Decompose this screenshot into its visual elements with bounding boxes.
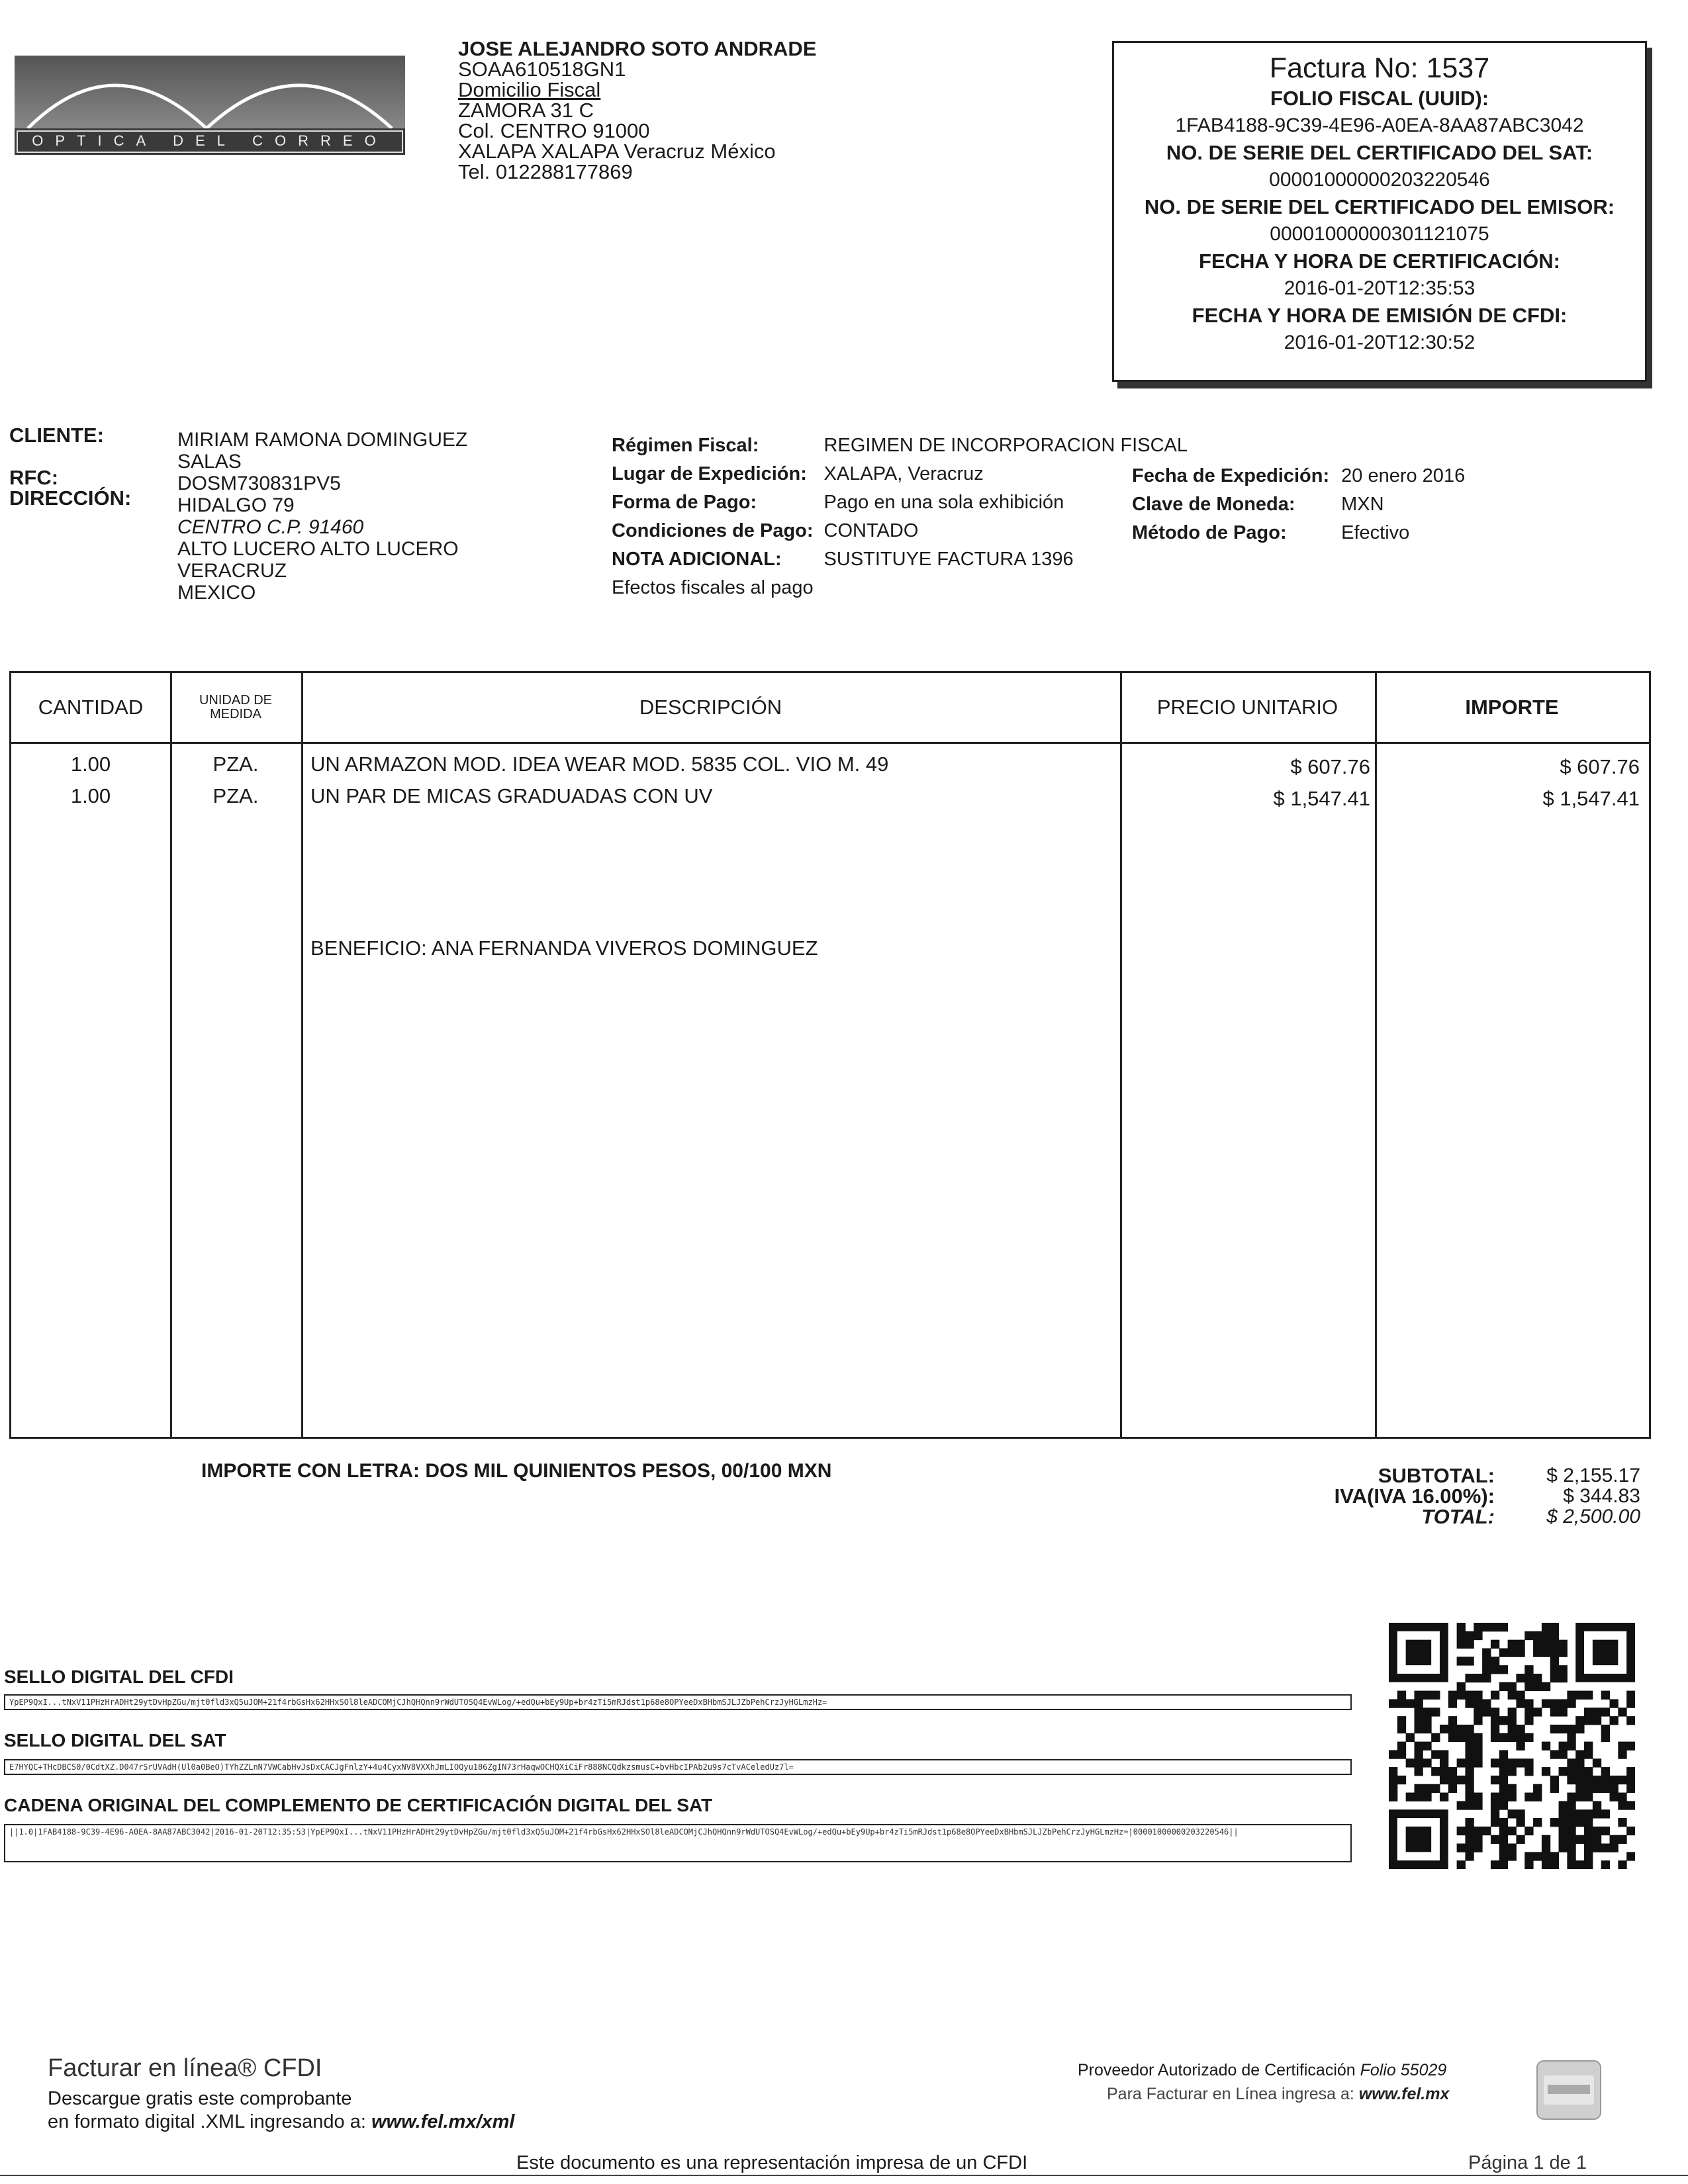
nota-value: SUSTITUYE FACTURA 1396: [823, 549, 1074, 570]
regimen-value: REGIMEN DE INCORPORACION FISCAL: [823, 435, 1188, 456]
fel-line2: [48, 2111, 514, 2133]
condiciones-label: Condiciones de Pago:: [612, 520, 814, 541]
subtotal-value: $ 2,155.17: [1546, 1465, 1640, 1486]
provider2-text: Para Facturar en Línea ingresa a:: [1107, 2085, 1359, 2103]
subtotal-label: SUBTOTAL:: [1378, 1464, 1495, 1487]
issuer-phone: Tel. 012288177869: [458, 160, 633, 183]
total-value: $ 2,500.00: [1546, 1506, 1640, 1527]
fel-brand: Facturar en línea® CFDI: [48, 2054, 322, 2082]
emission-date-value: 2016-01-20T12:30:52: [1284, 332, 1476, 353]
fel-line2-text: en formato digital .XML ingresando a:: [48, 2111, 371, 2132]
fecha-exp-value: 20 enero 2016: [1341, 465, 1466, 486]
header-cantidad: CANTIDAD: [38, 696, 144, 719]
direccion-label: DIRECCIÓN:: [9, 486, 132, 510]
fel-line1: Descargue gratis este comprobante: [48, 2088, 352, 2109]
issuer-rfc: SOAA610518GN1: [458, 58, 626, 81]
row2-descripcion: UN PAR DE MICAS GRADUADAS CON UV: [310, 784, 713, 807]
condiciones-value: CONTADO: [823, 520, 919, 541]
totals-values: [1509, 1465, 1640, 1527]
expedition-info: [1132, 462, 1465, 547]
row1-unidad: PZA.: [212, 752, 259, 776]
moneda-label: Clave de Moneda:: [1132, 494, 1295, 515]
lugar-label: Lugar de Expedición:: [612, 463, 807, 484]
client-address2: CENTRO C.P. 91460: [177, 516, 364, 538]
provider-line2: [1107, 2085, 1449, 2104]
row2-cantidad: 1.00: [70, 784, 111, 807]
header-unidad-line2: MEDIDA: [210, 707, 261, 721]
qr-code: [1389, 1623, 1635, 1869]
row2-unidad: PZA.: [212, 784, 259, 807]
sello-cfdi-box: YpEP9QxI...tNxV11PHzHrADHt29ytDvHpZGu/mjt0fld3xQ5uJOM+21f4rbGsHx62HHxSOl8leADCOMjCJhQHQnn9rWdUTOSQ4EvWLog/+edQu+bEy9Up+br4zTi5mRJdst1p68e8OPYeeDxBHbmSJLJZbPehCrzJyHGLmzHz=: [4, 1694, 1352, 1710]
emisor-cert-value: 00001000000301121075: [1270, 223, 1489, 245]
sello-sat-box: E7HYQC+THcDBCS0/0CdtXZ.D047rSrUVAdH(Ul0a0BeO)TYhZZLnN7VWCabHvJsDxCACJgFnlzY+4u4CyxNV8VXXhJmLIOQyu186ZgIN73rHaqwOCHQXiCiFr888NCQdkzsmusC+bvHbcIPAb2u9s7cTvACeledUz7l=: [4, 1759, 1352, 1775]
emisor-cert-label: NO. DE SERIE DEL CERTIFICADO DEL EMISOR:: [1144, 195, 1615, 218]
header-divider: [11, 742, 1649, 744]
fecha-exp-label: Fecha de Expedición:: [1132, 465, 1330, 486]
cadena-label: CADENA ORIGINAL DEL COMPLEMENTO DE CERTIFICACIÓN DIGITAL DEL SAT: [4, 1795, 713, 1815]
cert-date-label: FECHA Y HORA DE CERTIFICACIÓN:: [1199, 250, 1560, 273]
document-note: Este documento es una representación impresa de un CFDI: [516, 2152, 1028, 2173]
rfc-label: RFC:: [9, 466, 59, 489]
sat-cert-value: 00001000000203220546: [1269, 169, 1490, 191]
col-divider: [301, 673, 303, 1437]
lugar-value: XALAPA, Veracruz: [823, 463, 984, 484]
logo-text: OPTICA DEL CORREO: [32, 132, 388, 149]
metodo-label: Método de Pago:: [1132, 522, 1287, 543]
client-address5: MEXICO: [177, 582, 256, 604]
client-address3: ALTO LUCERO ALTO LUCERO: [177, 538, 459, 560]
provider-line: [1078, 2061, 1446, 2080]
metodo-value: Efectivo: [1341, 522, 1410, 543]
client-values: [177, 429, 467, 604]
cliente-label: CLIENTE:: [9, 424, 104, 447]
total-label: TOTAL:: [1421, 1505, 1495, 1528]
header-unidad-line1: UNIDAD DE: [199, 693, 272, 707]
header-importe: IMPORTE: [1465, 696, 1559, 719]
fiscal-info: [612, 432, 1188, 602]
issuer-name: JOSE ALEJANDRO SOTO ANDRADE: [458, 37, 817, 60]
provider-text: Proveedor Autorizado de Certificación: [1078, 2061, 1360, 2079]
invoice-info-box: [1112, 41, 1647, 382]
row1-precio: $ 607.76: [1290, 755, 1370, 778]
row1-cantidad: 1.00: [70, 752, 111, 776]
invoice-title: Factura No: 1537: [1269, 52, 1490, 84]
client-address4: VERACRUZ: [177, 560, 287, 582]
issuer-street: ZAMORA 31 C: [458, 99, 594, 122]
issuer-city: XALAPA XALAPA Veracruz México: [458, 140, 776, 163]
header-precio: PRECIO UNITARIO: [1156, 696, 1338, 719]
sello-sat-label: SELLO DIGITAL DEL SAT: [4, 1730, 226, 1751]
row2-importe: $ 1,547.41: [1542, 787, 1640, 810]
sello-cfdi-label: SELLO DIGITAL DEL CFDI: [4, 1666, 234, 1687]
company-logo: [15, 56, 405, 155]
forma-value: Pago en una sola exhibición: [823, 492, 1064, 513]
row2-precio: $ 1,547.41: [1273, 787, 1370, 810]
beneficio-text: BENEFICIO: ANA FERNANDA VIVEROS DOMINGUEZ: [310, 936, 818, 960]
client-address1: HIDALGO 79: [177, 494, 295, 516]
row1-descripcion: UN ARMAZON MOD. IDEA WEAR MOD. 5835 COL. VIO M. 49: [310, 752, 889, 776]
cadena-box: ||1.0|1FAB4188-9C39-4E96-A0EA-8AA87ABC3042|2016-01-20T12:35:53|YpEP9QxI...tNxV11PHzHrADHt29ytDvHpZGu/mjt0fld3xQ5uJOM+21f4rbGsHx62HHxSOl8leADCOMjCJhQHQnn9rWdUTOSQ4EvWLog/+edQu+bEy9Up+br4zTi5mRJdst1p68e8OPYeeDxBHbmSJLJZbPehCrzJyHGLmzHz=|00001000000203220546||: [4, 1824, 1352, 1862]
sat-cert-label: NO. DE SERIE DEL CERTIFICADO DEL SAT:: [1166, 141, 1593, 164]
iva-label: IVA(IVA 16.00%):: [1334, 1484, 1495, 1508]
regimen-label: Régimen Fiscal:: [612, 435, 759, 456]
issuer-domicilio-label: Domicilio Fiscal: [458, 78, 601, 101]
cert-date-value: 2016-01-20T12:35:53: [1284, 277, 1476, 299]
bottom-rule: [0, 2175, 1688, 2176]
importe-con-letra: IMPORTE CON LETRA: DOS MIL QUINIENTOS PESOS, 00/100 MXN: [201, 1460, 832, 1482]
uuid-label: FOLIO FISCAL (UUID):: [1270, 87, 1489, 110]
client-name-line2: SALAS: [177, 451, 242, 473]
issuer-block: [458, 38, 816, 182]
client-labels: [9, 425, 131, 508]
moneda-value: MXN: [1341, 494, 1384, 515]
fel-xml-link[interactable]: www.fel.mx/xml: [371, 2111, 515, 2132]
header-descripcion: DESCRIPCIÓN: [639, 696, 782, 719]
page-number: Página 1 de 1: [1468, 2152, 1587, 2173]
uuid-value: 1FAB4188-9C39-4E96-A0EA-8AA87ABC3042: [1175, 114, 1584, 136]
row1-importe: $ 607.76: [1560, 755, 1640, 778]
client-rfc: DOSM730831PV5: [177, 473, 341, 494]
header-unidad: [170, 673, 301, 742]
issuer-colonia: Col. CENTRO 91000: [458, 119, 650, 142]
iva-value: $ 344.83: [1563, 1485, 1640, 1507]
client-name-line1: MIRIAM RAMONA DOMINGUEZ: [177, 429, 468, 451]
provider-seal-icon: [1534, 2058, 1603, 2122]
provider-folio: Folio 55029: [1360, 2061, 1447, 2079]
fel-link[interactable]: www.fel.mx: [1358, 2085, 1450, 2103]
items-table: [9, 671, 1651, 1439]
forma-label: Forma de Pago:: [612, 492, 757, 513]
totals-labels: [1284, 1465, 1495, 1527]
emission-date-label: FECHA Y HORA DE EMISIÓN DE CFDI:: [1192, 304, 1568, 327]
efectos-text: Efectos fiscales al pago: [612, 577, 814, 598]
nota-label: NOTA ADICIONAL:: [612, 549, 782, 570]
